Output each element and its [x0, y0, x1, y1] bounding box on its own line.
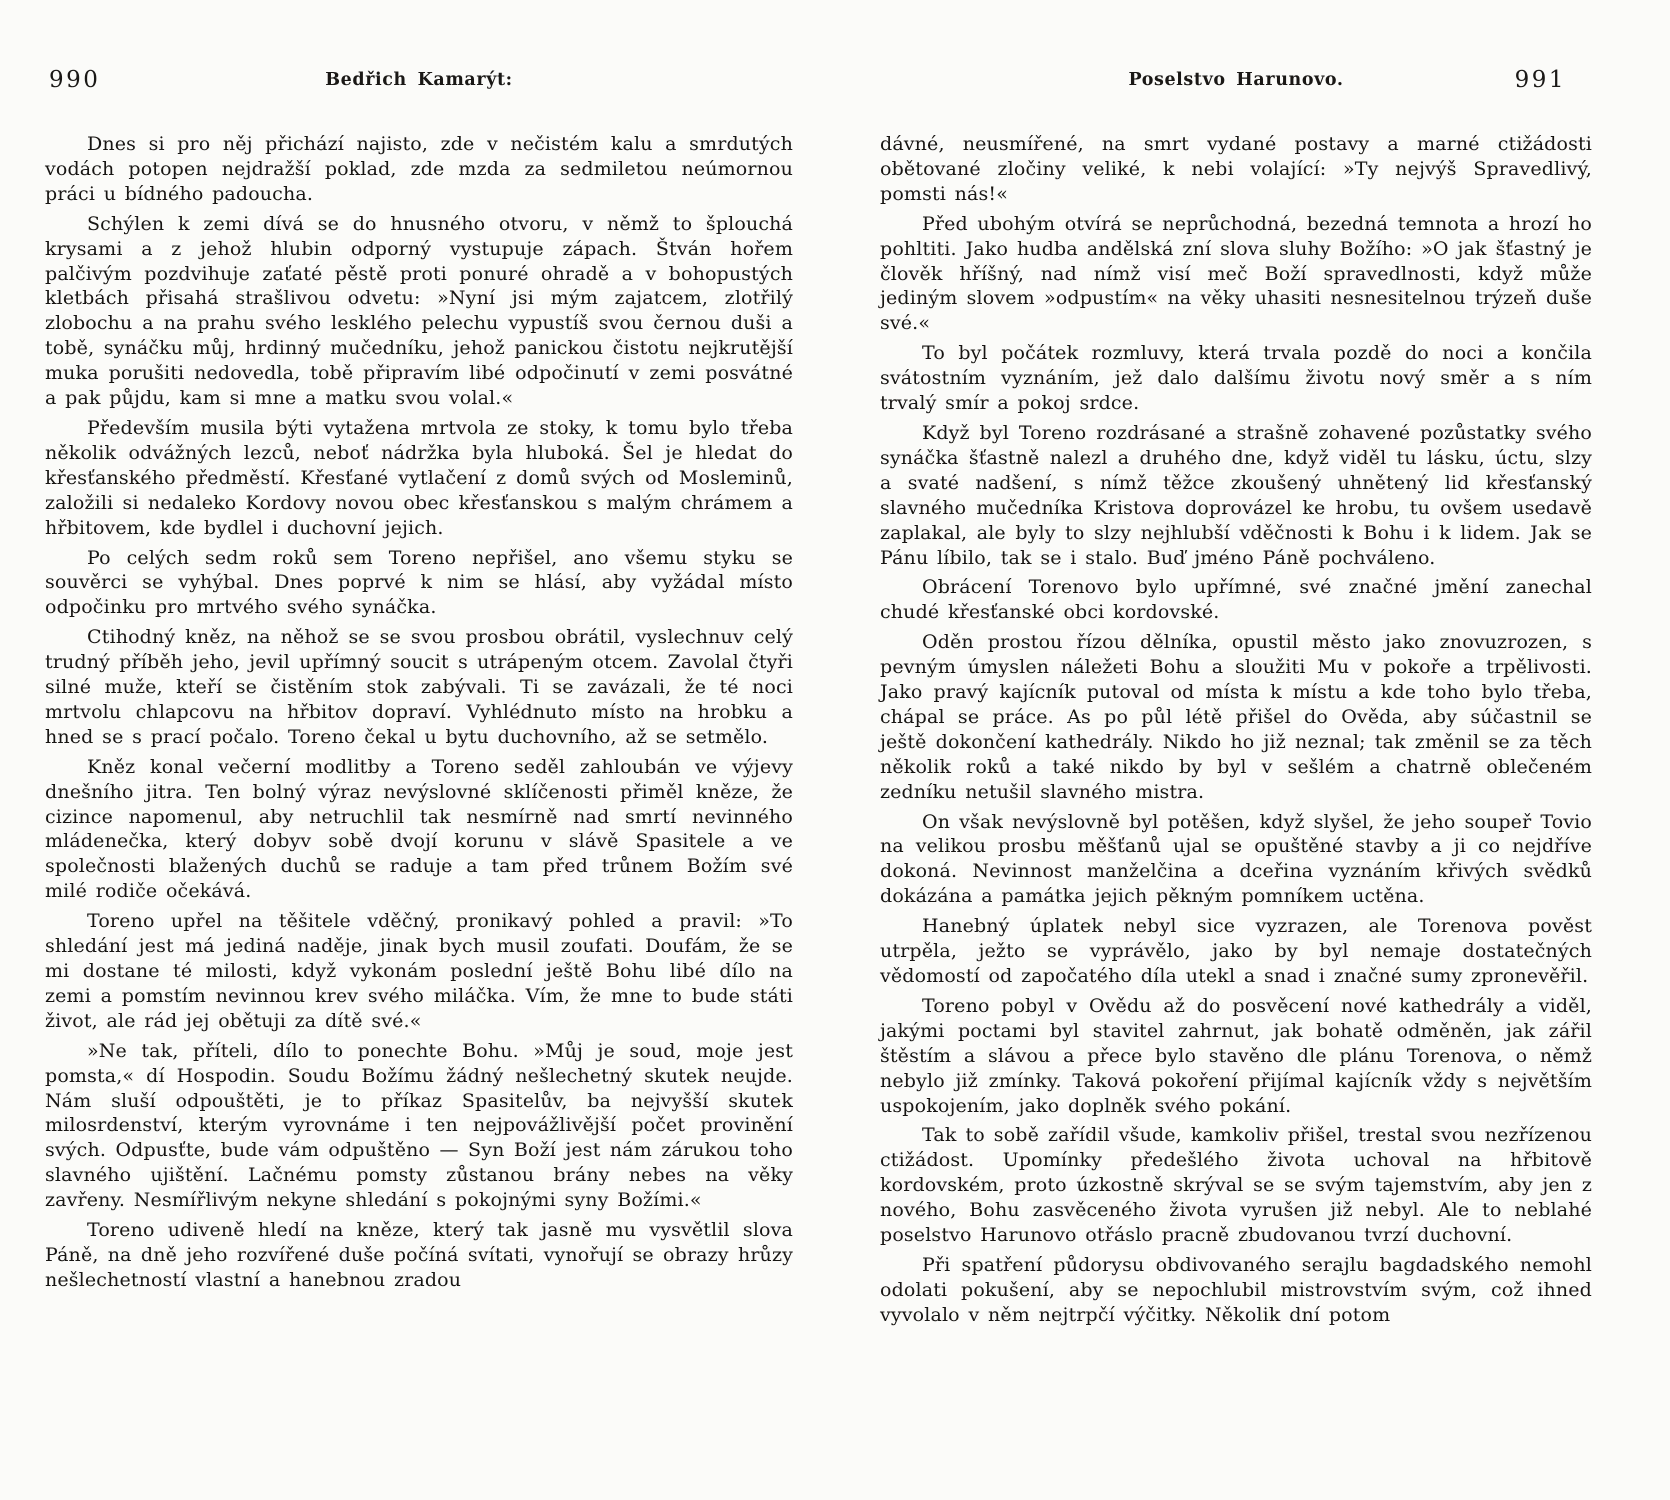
- paragraph: Tak to sobě zařídil všude, kamkoliv přišel, trestal svou nezřízenou ctižádost. Upomínky předešlého života uchoval na hřbitově kordovském, proto úzkostně skrýval se se svým tajemstvím, aby jen z nového, Bohu zasvěceného života vyrušen již nebyl. Ale to neblahé poselstvo Harunovo otřáslo pracně zbudovanou tvrzí duchovní.: [880, 1124, 1592, 1247]
- page-right: [835, 0, 1670, 1500]
- running-title-left: Bedřich Kamarýt:: [325, 70, 513, 90]
- running-title-right: Poselstvo Harunovo.: [1128, 70, 1344, 90]
- paragraph: Když byl Toreno rozdrásané a strašně zohavené pozůstatky svého synáčka šťastně nalezl a druhého dne, když viděl tu lásku, úctu, slzy a svaté nadšení, s nímž těžce zkoušený uhnětený lid křesťanský slavného mučedníka Kristova doprovázel ke hrobu, tu ovšem usedavě zaplakal, ale byly to slzy nejhlubší vděčnosti k Bohu i k lidem. Jak se Pánu líbilo, tak se i stalo. Buď jméno Páně pochváleno.: [880, 421, 1592, 569]
- paragraph: Oděn prostou řízou dělníka, opustil město jako znovuzrozen, s pevným úmyslen náležeti Bohu a sloužiti Mu v pokoře a trpělivosti. Jako pravý kajícník putoval od místa k místu a kde toho bylo třeba, chápal se práce. As po půl létě přišel do Ověda, aby súčastnil se ještě dokončení kathedrály. Nikdo ho již neznal; tak změnil se za těch několik roků a také nikdo by byl v sešlém a chatrně oblečeném zedníku netušil slavného mistra.: [880, 631, 1592, 803]
- paragraph: Toreno upřel na těšitele vděčný, pronikavý pohled a pravil: »To shledání jest má jediná naděje, jinak bych musil zoufati. Doufám, že se mi dostane té milosti, když vykonám poslední ještě Bohu libé dílo na zemi a pomstím nevinnou krev svého miláčka. Vím, že mne to bude státi život, ale rád jej obětuji za dítě své.«: [45, 910, 793, 1032]
- paragraph: On však nevýslovně byl potěšen, když slyšel, že jeho soupeř Tovio na velikou prosbu měšťanů ujal se opuštěné stavby a ji co nejdříve dokoná. Nevinnost manželčina a dceřina vyznáním křivých svědků dokázána a památka jejich pěkným pomníkem uctěna.: [880, 810, 1592, 908]
- paragraph: Kněz konal večerní modlitby a Toreno seděl zahloubán ve výjevy dnešního jitra. Ten bolný výraz nevýslovné sklíčenosti přiměl kněze, že cizince napomenul, aby netruchlil tak nesmírně nad smrtí nevinného mládenečka, který dobyv sobě dvojí korunu v slávě Spasitele a ve společnosti blažených duchů se raduje a tam před trůnem Božím své milé rodiče očekává.: [45, 755, 793, 903]
- paragraph: Po celých sedm roků sem Toreno nepřišel, ano všemu styku se souvěrci se vyhýbal. Dnes poprvé k nim se hlásí, aby vyžádal místo odpočinku pro mrtvého svého synáčka.: [45, 546, 793, 619]
- page-number-left: 990: [49, 67, 101, 93]
- paragraph: Ctihodný kněz, na něhož se se svou prosbou obrátil, vyslechnuv celý trudný příběh jeho, jevil upřímný soucit s utrápeným otcem. Zavolal čtyři silné muže, kteří se čistěním stok zabývali. Ti se zavázali, že té noci mrtvolu chlapcovu na hřbitov dopraví. Vyhlédnuto místo na hrobku a hned se s prací počalo. Toreno čekal u bytu duchovního, až se setmělo.: [45, 626, 793, 748]
- running-head-right: [880, 67, 1592, 98]
- page-number-right: 991: [1514, 67, 1566, 93]
- paragraph: Obrácení Torenovo bylo upřímné, své značné jmění zanechal chudé křesťanské obci kordovské.: [880, 576, 1592, 624]
- paragraph: dávné, neusmířené, na smrt vydané postavy a marné ctižádosti obětované zločiny veliké, k nebi volající: »Ty nejvýš Spravedlivý, pomsti nás!«: [880, 133, 1592, 205]
- text-column-left: [45, 132, 793, 1293]
- paragraph: Dnes si pro něj přichází najisto, zde v nečistém kalu a smrdutých vodách potopen nejdražší poklad, zde mzda za sedmiletou neúmornou práci u bídného padoucha.: [45, 133, 793, 205]
- paragraph: To byl počátek rozmluvy, která trvala pozdě do noci a končila svátostním vyznáním, jež dalo dalšímu životu nový směr a s ním trvalý smír a pokoj srdce.: [880, 342, 1592, 415]
- paragraph: Při spatření půdorysu obdivovaného serajlu bagdadského nemohl odolati pokušení, aby se nepochlubil mistrovstvím svým, což ihned vyvolalo v něm nejtrpčí výčitky. Několik dní potom: [880, 1253, 1592, 1326]
- paragraph: Hanebný úplatek nebyl sice vyzrazen, ale Torenova pověst utrpěla, ježto se vyprávělo, jako by byl nemaje dostatečných vědomostí od započatého díla utekl a snad i značné sumy zpronevěřil.: [880, 915, 1592, 987]
- paragraph: Toreno pobyl v Ovědu až do posvěcení nové kathedrály a viděl, jakými poctami byl stavitel zahrnut, jak bohatě odměněn, jak zářil štěstím a slávou a přece bylo stavěno dle plánu Torenova, o němž nebylo již zmínky. Taková pokoření přijímal kajícník vždy s největším uspokojením, jako doplněk svého pokání.: [880, 994, 1592, 1117]
- text-column-right: [880, 132, 1592, 1328]
- paragraph: »Ne tak, příteli, dílo to ponechte Bohu. »Můj je soud, moje jest pomsta,« dí Hospodin. Soudu Božímu žádný nešlechetný skutek neujde. Nám sluší odpouštěti, je to příkaz Spasitelův, ba nejvyšší skutek milosrdenství, kterým vyrovnáme i ten nejpovážlivější počet provinění svých. Odpusťte, bude vám odpuštěno — Syn Boží jest nám zárukou toho slavného ujištění. Lačnému pomsty zůstanou brány nebes na věky zavřeny. Nesmířlivým nekyne shledání s pokojnými syny Božími.«: [45, 1039, 793, 1212]
- paragraph: Především musila býti vytažena mrtvola ze stoky, k tomu bylo třeba několik odvážných lezců, neboť nádržka byla hluboká. Šel je hledat do křesťanského předměstí. Křesťané vytlačení z domů svých od Mosleminů, založili si nedaleko Kordovy novou obec křesťanskou s malým chrámem a hřbitovem, kde bydlel i duchovní jejich.: [45, 416, 793, 539]
- paragraph: Schýlen k zemi dívá se do hnusného otvoru, v němž to šplouchá krysami a z jehož hlubin odporný vystupuje zápach. Štván hořem palčivým pozdvihuje zaťaté pěstě proti ponuré ohradě a v bohopustých kletbách přisahá strašlivou odvetu: »Nyní jsi mým zajatcem, zlotřilý zlobochu a na prahu svého lesklého pelechu vypustíš svou černou duši a tobě, synáčku můj, hrdinný mučedníku, jehož panickou čistotu nejkrutější muka porušiti nedovedla, tobě připravím libé odpočinutí v zemi posvátné a pak půjdu, kam si mne a matku svou volal.«: [45, 212, 793, 410]
- paragraph: Před ubohým otvírá se neprůchodná, bezedná temnota a hrozí ho pohltiti. Jako hudba andělská zní slova sluhy Božího: »O jak šťastný je člověk hříšný, nad nímž visí meč Boží spravedlnosti, když může jediným slovem »odpustím« na věky uhasiti nesnesitelnou trýzeň duše své.«: [880, 212, 1592, 335]
- paragraph: Toreno udiveně hledí na kněze, který tak jasně mu vysvětlil slova Páně, na dně jeho rozvířené duše počíná svítati, vynořují se obrazy hrůzy nešlechetností vlastní a hanebnou zradou: [45, 1219, 793, 1291]
- running-head-left: [45, 67, 793, 98]
